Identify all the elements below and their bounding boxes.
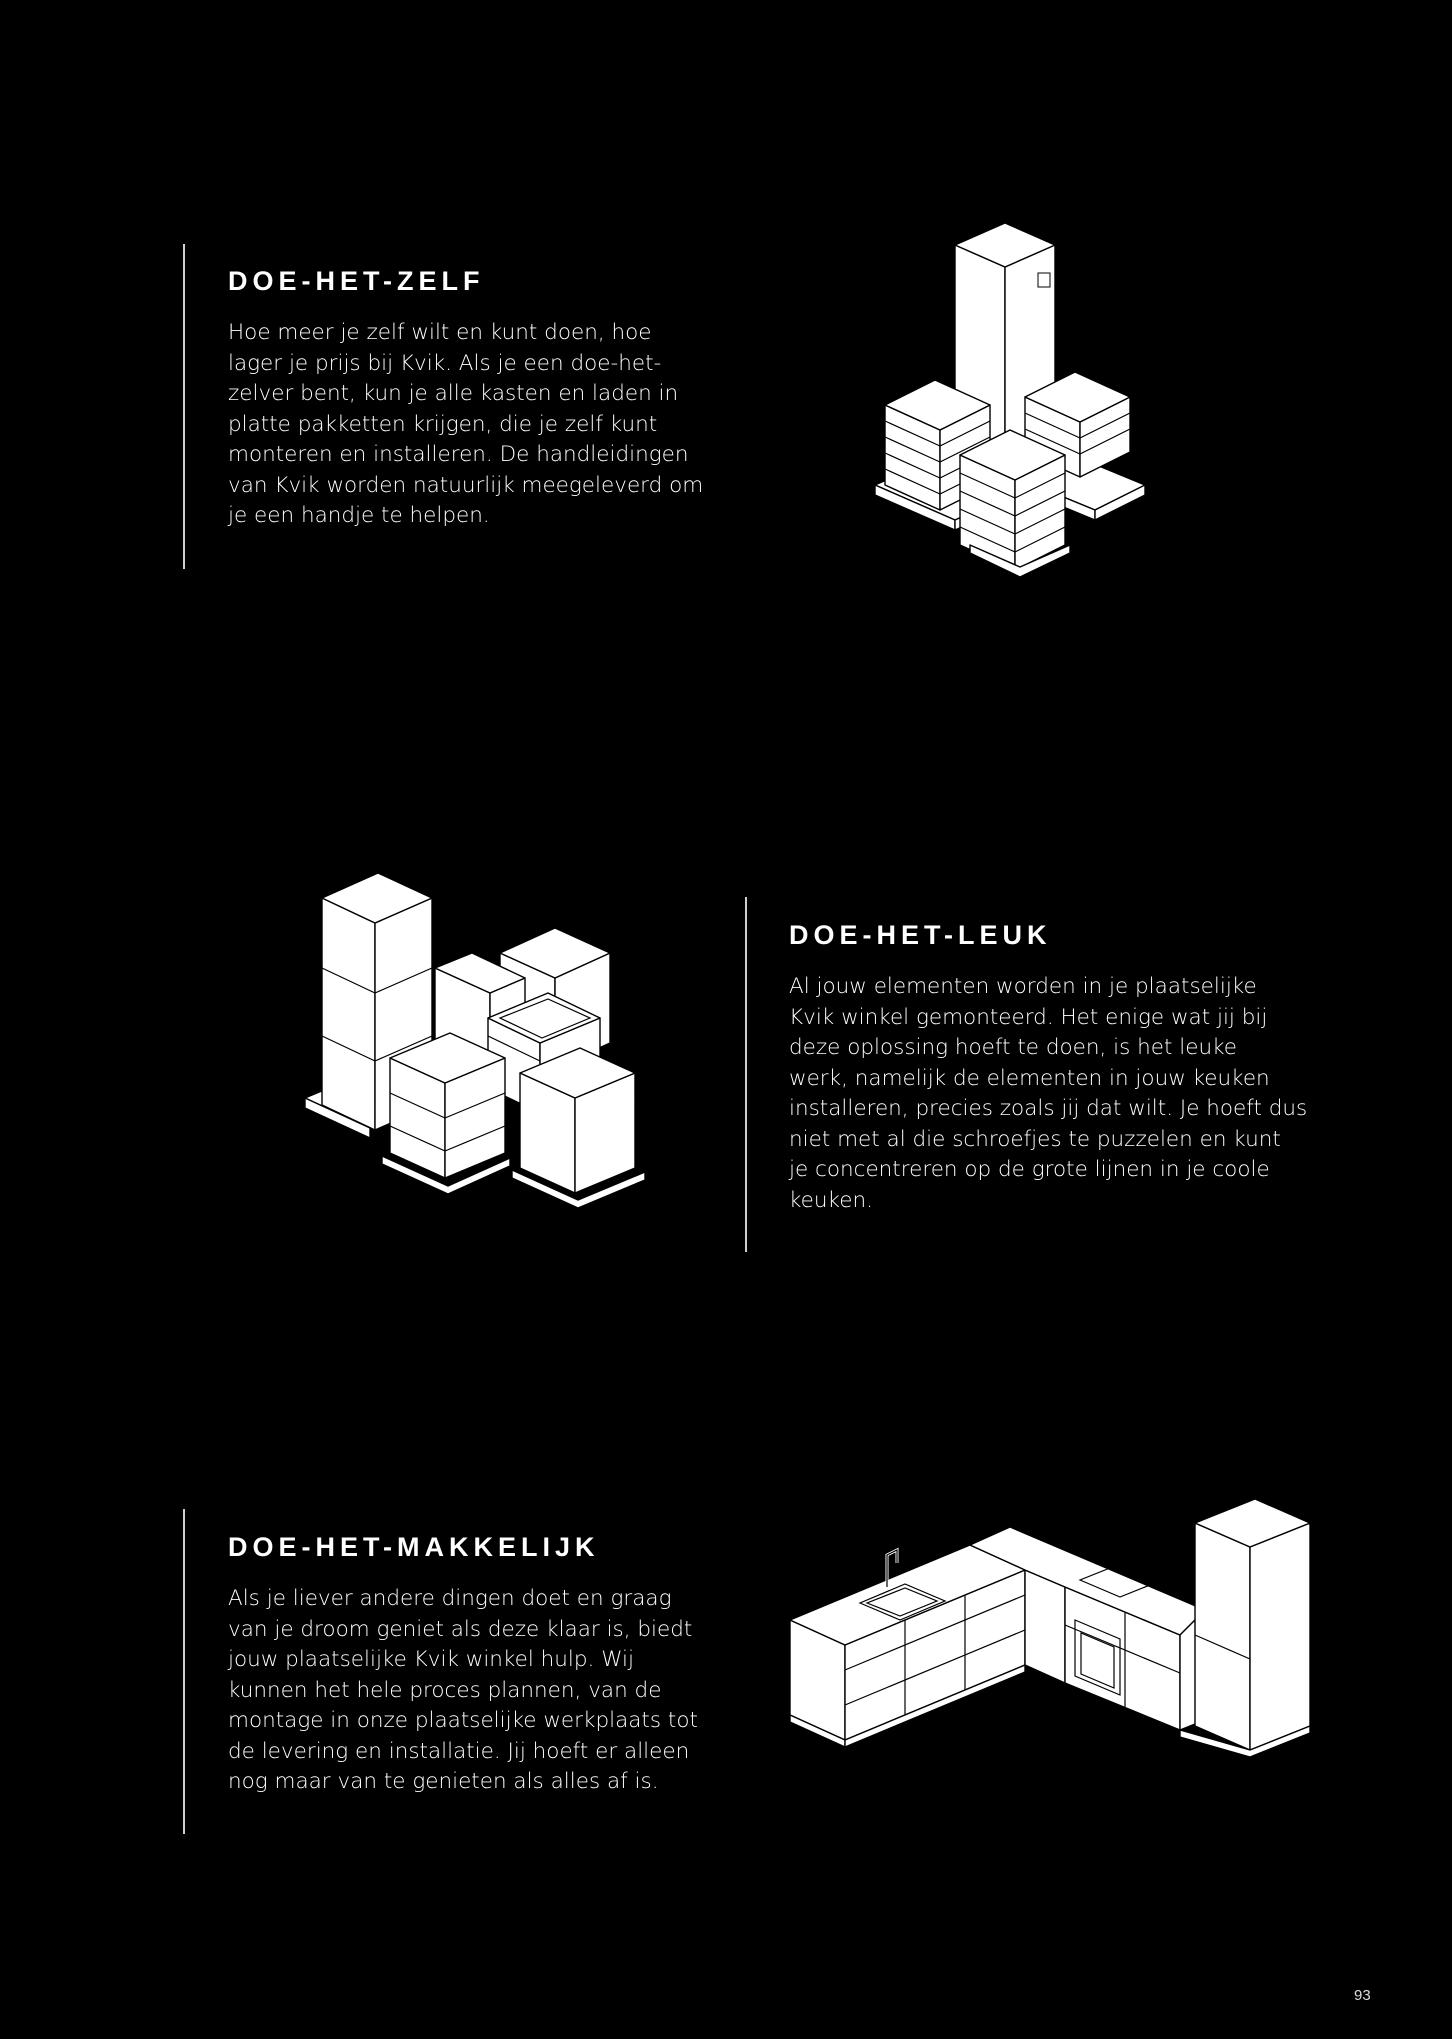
section-3-line: kunnen het hele proces plannen, van de [228, 1677, 662, 1703]
l-shaped-kitchen-icon [785, 1495, 1315, 1775]
cabinet-front-left [382, 1033, 510, 1194]
section-3-line: Als je liever andere dingen doet en graag [228, 1586, 672, 1611]
assembled-cabinets-icon [300, 868, 660, 1218]
section-2-line: je concentreren op de grote lijnen in je coole [789, 1157, 1270, 1182]
section-2-line: installeren, precies zoals jij dat wilt. Je hoeft dus [789, 1096, 1308, 1121]
section-2-line: niet met al die schroefjes te puzzelen en kunt [789, 1126, 1281, 1152]
section-3-line: jouw plaatselijke Kvik winkel hulp. Wij [228, 1647, 634, 1672]
section-1-heading: DOE-HET-ZELF [228, 266, 485, 296]
section-2-line: werk, namelijk de elementen in jouw keuken [789, 1065, 1270, 1091]
section-2-line: keuken. [789, 1187, 873, 1213]
section-1-line: zelver bent, kun je alle kasten en laden in [228, 381, 679, 406]
section-2-line: deze oplossing hoeft te doen, is het leuke [789, 1035, 1238, 1060]
section-1-rule [183, 244, 185, 569]
section-3-rule [183, 1509, 185, 1834]
section-1-body [228, 318, 703, 532]
section-1-line: monteren en installeren. De handleidingen [228, 442, 689, 467]
section-3-line: nog maar van te genieten als alles af is. [228, 1769, 659, 1794]
section-1-line: van Kvik worden natuurlijk meegeleverd om [228, 472, 704, 498]
section-2-heading: DOE-HET-LEUK [789, 920, 1052, 950]
page-number: 93 [1354, 1987, 1371, 2004]
section-1-line: je een handje te helpen. [228, 503, 490, 528]
section-2-line: Al jouw elementen worden in je plaatselijke [789, 974, 1257, 999]
section-1-line: lager je prijs bij Kvik. Als je een doe-het- [228, 350, 662, 376]
kitchen-left-run [790, 1545, 1025, 1740]
section-3-heading: DOE-HET-MAKKELIJK [228, 1532, 600, 1562]
section-3-body [228, 1584, 698, 1798]
section-1-line: Hoe meer je zelf wilt en kunt doen, hoe [228, 320, 652, 345]
stack-front [960, 430, 1070, 577]
section-2-line: Kvik winkel gemonteerd. Het enige wat jij bij [789, 1004, 1268, 1030]
section-3-line: van je droom geniet als deze klaar is, biedt [228, 1616, 693, 1642]
section-1-line: platte pakketten krijgen, die je zelf kunt [228, 411, 658, 437]
section-2-rule [745, 897, 747, 1252]
section-2-body [789, 972, 1307, 1216]
flat-pack-boxes-icon [860, 215, 1170, 585]
kitchen-tall-unit [1195, 1499, 1310, 1750]
cabinet-front-right [512, 1048, 645, 1208]
section-3-line: de levering en installatie. Jij hoeft er alleen [228, 1738, 690, 1764]
section-3-line: montage in onze plaatselijke werkplaats tot [228, 1708, 698, 1733]
